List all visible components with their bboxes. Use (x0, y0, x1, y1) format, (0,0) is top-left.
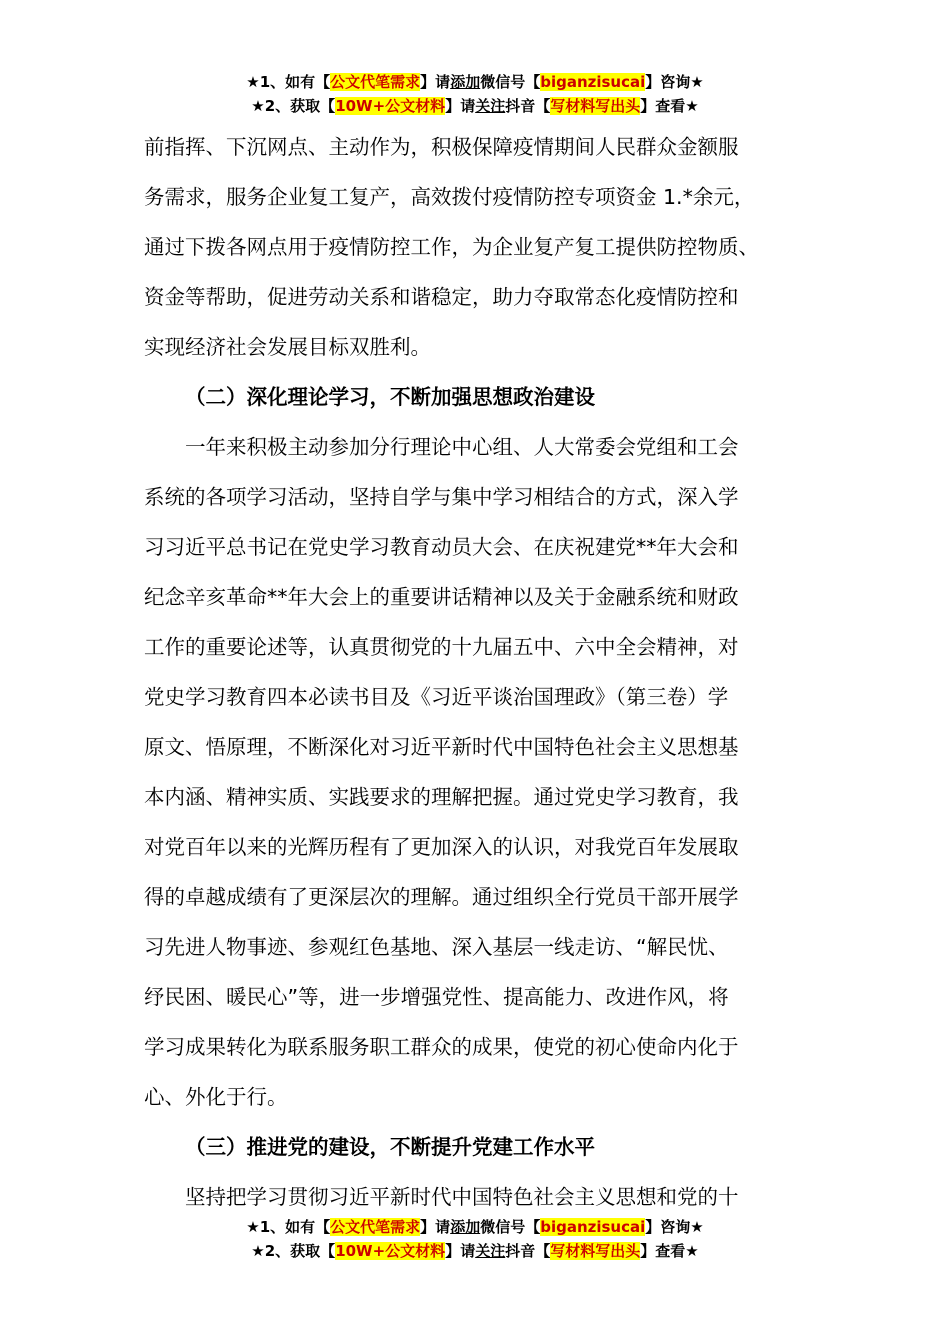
banner-text: 】请 (420, 73, 451, 91)
highlight-text: 10W+公文材料 (335, 97, 446, 115)
underlined-text: 关注 (475, 1242, 506, 1260)
underlined-text: 添加 (450, 1218, 481, 1236)
highlight-text: 公文代笔需求 (330, 1218, 421, 1236)
paragraph-line: 通过下拨各网点用于疫情防控工作，为企业复产复工提供防控物质、 (144, 235, 759, 259)
banner-line-1 (0, 70, 950, 94)
banner-line-1 (0, 1215, 950, 1239)
section-heading: （三）推进党的建设，不断提升党建工作水平 (185, 1135, 595, 1159)
highlight-text: biganzisucai (540, 73, 646, 91)
section-heading: （二）深化理论学习，不断加强思想政治建设 (185, 385, 595, 409)
paragraph-line: 心、外化于行。 (144, 1085, 288, 1109)
banner-text: 】请 (420, 1218, 451, 1236)
banner-text: 抖音【 (505, 1242, 551, 1260)
paragraph-line: 党史学习教育四本必读书目及《习近平谈治国理政》（第三卷）学 (144, 685, 729, 709)
paragraph-line: 对党百年以来的光辉历程有了更加深入的认识，对我党百年发展取 (144, 835, 739, 859)
banner-text: 微信号【 (480, 1218, 541, 1236)
banner-text: 】咨询★ (645, 1218, 704, 1236)
paragraph-line: 本内涵、精神实质、实践要求的理解把握。通过党史学习教育，我 (144, 785, 739, 809)
paragraph-line: 工作的重要论述等，认真贯彻党的十九届五中、六中全会精神，对 (144, 635, 739, 659)
highlight-text: 10W+公文材料 (335, 1242, 446, 1260)
paragraph-line: 学习成果转化为联系服务职工群众的成果，使党的初心使命内化于 (144, 1035, 739, 1059)
highlight-text: 公文代笔需求 (330, 73, 421, 91)
banner-text: ★2、获取【 (251, 1242, 336, 1260)
paragraph-line: 资金等帮助，促进劳动关系和谐稳定，助力夺取常态化疫情防控和 (144, 285, 739, 309)
highlight-text: 写材料写出头 (550, 1242, 641, 1260)
paragraph-line: 纾民困、暖民心”等，进一步增强党性、提高能力、改进作风，将 (144, 985, 729, 1009)
paragraph-line: 一年来积极主动参加分行理论中心组、人大常委会党组和工会 (185, 435, 739, 459)
highlight-text: biganzisucai (540, 1218, 646, 1236)
banner-line-2 (0, 94, 950, 118)
paragraph-line: 务需求，服务企业复工复产，高效拨付疫情防控专项资金 1.*余元， (144, 185, 755, 209)
highlight-text: 写材料写出头 (550, 97, 641, 115)
paragraph-line: 原文、悟原理，不断深化对习近平新时代中国特色社会主义思想基 (144, 735, 739, 759)
paragraph-line: 坚持把学习贯彻习近平新时代中国特色社会主义思想和党的十 (185, 1185, 739, 1209)
paragraph-line: 实现经济社会发展目标双胜利。 (144, 335, 431, 359)
banner-text: 】咨询★ (645, 73, 704, 91)
banner-text: 】查看★ (640, 1242, 699, 1260)
banner-text: 微信号【 (480, 73, 541, 91)
top-banner (0, 70, 950, 118)
banner-text: ★1、如有【 (246, 73, 331, 91)
banner-text: ★1、如有【 (246, 1218, 331, 1236)
banner-text: ★2、获取【 (251, 97, 336, 115)
banner-text: 】查看★ (640, 97, 699, 115)
paragraph-line: 纪念辛亥革命**年大会上的重要讲话精神以及关于金融系统和财政 (144, 585, 739, 609)
paragraph-line: 系统的各项学习活动，坚持自学与集中学习相结合的方式，深入学 (144, 485, 739, 509)
document-body (144, 122, 824, 1222)
underlined-text: 添加 (450, 73, 481, 91)
bottom-banner (0, 1215, 950, 1263)
banner-text: 】请 (445, 1242, 476, 1260)
banner-text: 】请 (445, 97, 476, 115)
paragraph-line: 习习近平总书记在党史学习教育动员大会、在庆祝建党**年大会和 (144, 535, 739, 559)
paragraph-line: 习先进人物事迹、参观红色基地、深入基层一线走访、“解民忧、 (144, 935, 729, 959)
underlined-text: 关注 (475, 97, 506, 115)
banner-text: 抖音【 (505, 97, 551, 115)
paragraph-line: 得的卓越成绩有了更深层次的理解。通过组织全行党员干部开展学 (144, 885, 739, 909)
banner-line-2 (0, 1239, 950, 1263)
paragraph-line: 前指挥、下沉网点、主动作为，积极保障疫情期间人民群众金额服 (144, 135, 739, 159)
